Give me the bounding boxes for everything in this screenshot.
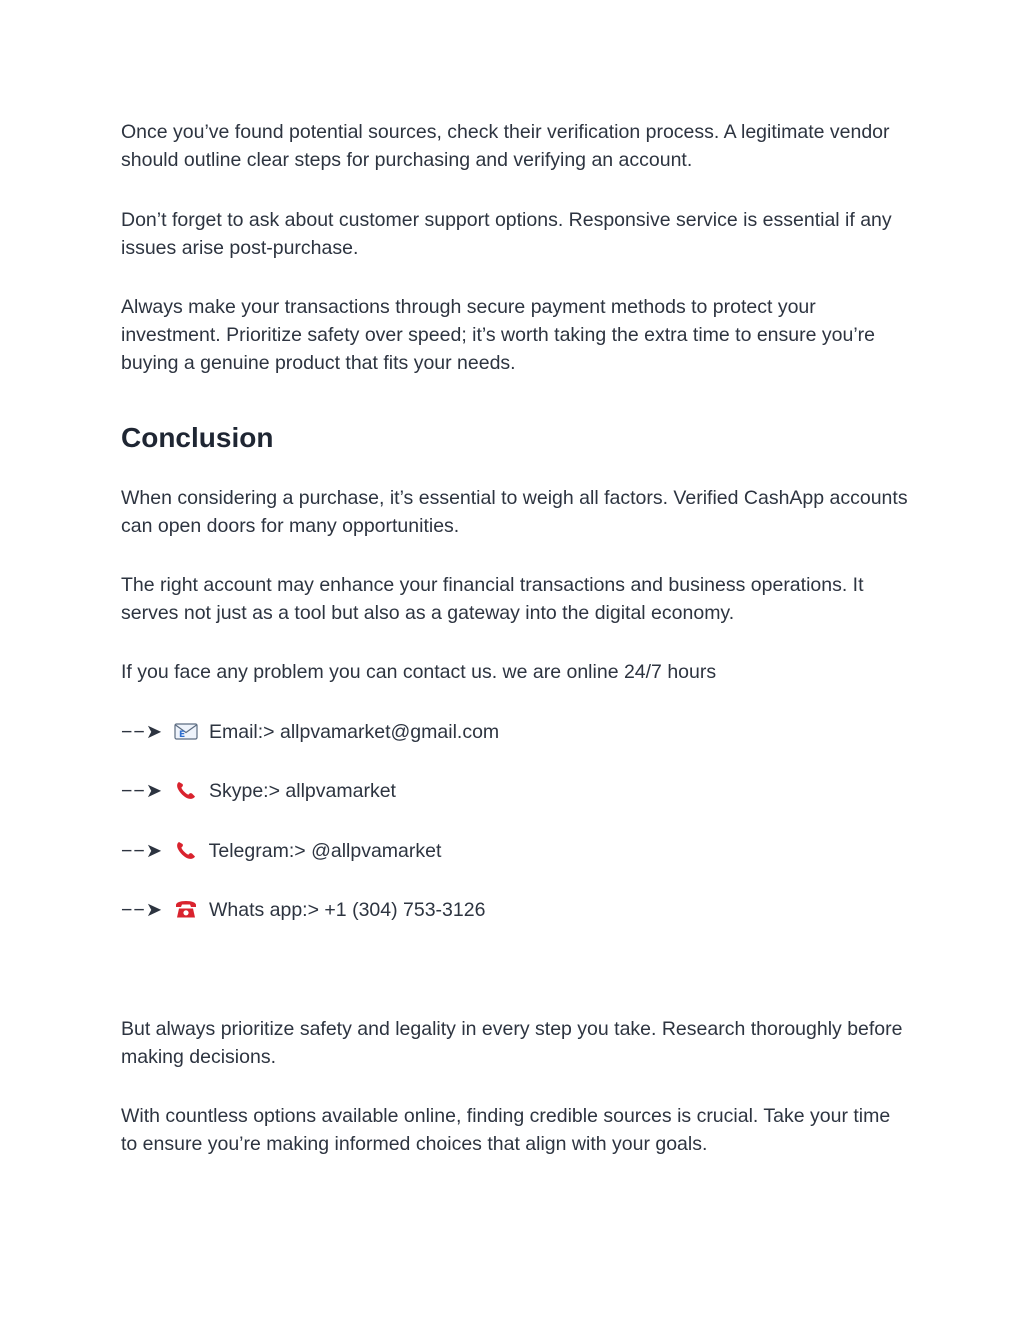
arrow-marker: −−➤ — [121, 840, 164, 862]
contact-skype-value[interactable]: allpvamarket — [285, 780, 396, 802]
contact-telegram — [121, 837, 441, 865]
contact-whatsapp — [121, 896, 485, 924]
email-icon — [174, 721, 198, 741]
contact-label: Email:> — [208, 721, 275, 743]
phone-icon — [174, 780, 198, 800]
paragraph-considering-purchase: When considering a purchase, it’s essential to weigh all factors. Verified CashApp accounts can open doors for many opportunities. — [121, 487, 908, 537]
paragraph-credible-sources: With countless options available online, finding credible sources is crucial. Take your time to ensure you’re making informed choices that align with your goals. — [121, 1105, 891, 1155]
contact-label: Skype:> — [208, 780, 280, 802]
contact-email — [121, 718, 499, 746]
paragraph-prioritize-safety: But always prioritize safety and legality in every step you take. Research thoroughly before making decisions. — [121, 1018, 903, 1068]
contact-label: Telegram:> — [208, 840, 306, 862]
contact-whatsapp-value[interactable]: +1 (304) 753-3126 — [324, 899, 486, 921]
telephone-icon — [174, 899, 198, 919]
arrow-marker: −−➤ — [121, 899, 164, 921]
paragraph-verification: Once you’ve found potential sources, check their verification process. A legitimate vendor should outline clear steps for purchasing and verifying an account. — [121, 121, 890, 171]
contact-telegram-value[interactable]: @allpvamarket — [311, 840, 442, 862]
paragraph-contact-us: If you face any problem you can contact us. we are online 24/7 hours — [121, 661, 717, 683]
paragraph-secure-payment: Always make your transactions through secure payment methods to protect your investment. Prioritize safety over speed; it’s worth taking the extra time to ensure you’re buying a genuine product that fits your needs. — [121, 296, 875, 374]
arrow-marker: −−➤ — [121, 721, 164, 743]
contact-label: Whats app:> — [208, 899, 319, 921]
contact-email-value[interactable]: allpvamarket@gmail.com — [279, 721, 500, 743]
paragraph-customer-support: Don’t forget to ask about customer support options. Responsive service is essential if any issues arise post-purchase. — [121, 209, 892, 259]
arrow-marker: −−➤ — [121, 780, 164, 802]
paragraph-right-account: The right account may enhance your financial transactions and business operations. It serves not just as a tool but also as a gateway into the digital economy. — [121, 574, 864, 624]
contact-skype — [121, 777, 396, 805]
phone-icon — [174, 840, 198, 860]
svg-text:E: E — [178, 730, 185, 740]
section-heading-conclusion: Conclusion — [121, 422, 274, 453]
